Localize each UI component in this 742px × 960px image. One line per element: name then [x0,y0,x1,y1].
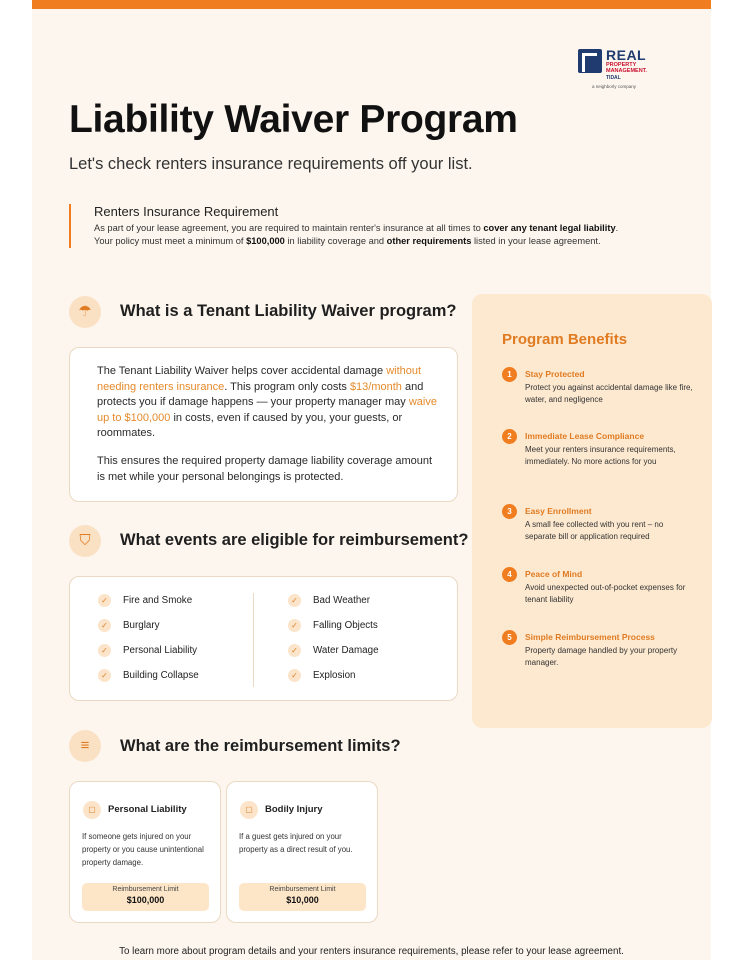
logo-name: REAL [606,47,647,63]
limit-card-description: If a guest gets injured on your property as a direct result of you. [239,832,353,854]
waiver-description-card [69,347,458,502]
event-label: Personal Liability [123,645,198,656]
waiver-text-b: . This program only costs [224,380,350,393]
benefit-description: A small fee collected with you rent – no separate bill or application required [525,520,664,541]
event-label: Building Collapse [123,670,199,681]
waiver-text-c: and protects you if damage happens — your property manager may [97,380,424,408]
check-icon: ✓ [98,669,111,682]
benefit-number: 2 [502,429,517,444]
benefit-name: Easy Enrollment [525,506,592,516]
waiver-text-d: in costs, even if caused by you, your guests, or roommates. [97,411,403,439]
list-icon: ≡ [69,730,101,762]
benefit-name: Simple Reimbursement Process [525,632,655,642]
benefit-description: Meet your renters insurance requirements, immediately. No more actions for you [525,445,676,466]
page-subtitle: Let's check renters insurance requirements off your list. [69,155,473,173]
event-item [288,668,379,693]
top-accent-bar [32,0,711,9]
section-title-limits: What are the reimbursement limits? [120,737,401,755]
waiver-paragraph-2: This ensures the required property damage liability coverage amount is met while your personal belongings is protected. [97,455,433,483]
benefit-name: Peace of Mind [525,569,583,579]
waiver-highlight-1: without needing renters insurance [97,365,422,393]
check-icon: ✓ [288,594,301,607]
check-icon: ✓ [98,594,111,607]
benefit-name: Immediate Lease Compliance [525,431,645,441]
check-icon: ✓ [288,669,301,682]
limit-label: Reimbursement Limit [112,886,179,893]
waiver-highlight-3: waive up to $100,000 [97,396,437,424]
waiver-highlight-2: $13/month [349,380,402,393]
event-item [98,668,199,693]
footer-note: To learn more about program details and your renters insurance requirements, please refer to your lease agreement. [119,946,624,957]
company-logo [578,46,668,92]
req-bold-1: cover any tenant legal liability [483,223,616,233]
section-title-waiver: What is a Tenant Liability Waiver program? [120,302,457,320]
check-icon: ✓ [98,619,111,632]
benefits-title: Program Benefits [502,331,628,348]
requirement-callout [69,204,629,248]
event-label: Explosion [313,670,356,681]
benefit-name: Stay Protected [525,369,585,379]
program-benefits-panel [472,294,712,728]
req-text-1: As part of your lease agreement, you are required to maintain renter's insurance at all times to [94,223,484,233]
event-label: Falling Objects [313,620,378,631]
benefit-description: Avoid unexpected out-of-pocket expenses for tenant liability [525,583,686,604]
event-item [98,643,199,668]
event-label: Fire and Smoke [123,595,193,606]
events-card [69,576,458,701]
benefit-number: 5 [502,630,517,645]
umbrella-icon: ☂ [69,296,101,328]
flyer-page [32,0,711,960]
logo-tagline: a neighborly company [592,84,637,89]
benefit-description: Protect you against accidental damage like fire, water, and negligence [525,383,693,404]
limit-value: $100,000 [126,895,165,905]
check-icon: ✓ [288,619,301,632]
req-text-3: in liability coverage and [284,236,387,246]
section-title-events: What events are eligible for reimbursement? [120,531,469,549]
benefit-description: Property damage handled by your property manager. [525,646,678,667]
page-title: Liability Waiver Program [69,98,518,141]
limit-value: $10,000 [286,895,319,905]
shield-icon: ⛉ [69,525,101,557]
check-icon: ✓ [288,644,301,657]
event-label: Water Damage [313,645,379,656]
calendar-icon: ▢ [240,801,258,819]
limit-card-bodily-injury [226,781,378,923]
req-text-2: . Your policy must meet a minimum of [94,223,619,246]
benefit-number: 3 [502,504,517,519]
requirement-heading: Renters Insurance Requirement [94,204,279,219]
logo-subtitle: PROPERTY MANAGEMENT. [606,62,647,74]
event-label: Bad Weather [313,595,371,606]
limit-card-title: Bodily Injury [265,804,323,815]
event-label: Burglary [123,620,160,631]
events-column-left [98,593,199,693]
events-divider [253,593,254,687]
limit-card-personal-liability [69,781,221,923]
event-item [98,593,199,618]
waiver-paragraph-1 [97,364,437,442]
logo-mark-icon [578,49,602,73]
req-bold-2: $100,000 [246,236,285,246]
event-item [98,618,199,643]
benefit-number: 4 [502,567,517,582]
event-item [288,643,379,668]
limit-card-description: If someone gets injured on your property or you cause unintentional property damage. [82,832,204,867]
reimbursement-limit-box [239,883,366,911]
limit-label: Reimbursement Limit [269,886,336,893]
limit-card-title: Personal Liability [108,804,187,815]
benefit-number: 1 [502,367,517,382]
waiver-text-a: The Tenant Liability Waiver helps cover accidental damage [97,365,387,377]
reimbursement-limit-box [82,883,209,911]
logo-city: TIDAL [606,75,621,81]
events-column-right [288,593,379,693]
event-item [288,593,379,618]
calendar-icon: ▢ [83,801,101,819]
req-bold-3: other requirements [386,236,472,246]
event-item [288,618,379,643]
requirement-body [94,222,629,248]
check-icon: ✓ [98,644,111,657]
req-text-4: listed in your lease agreement. [471,236,601,246]
